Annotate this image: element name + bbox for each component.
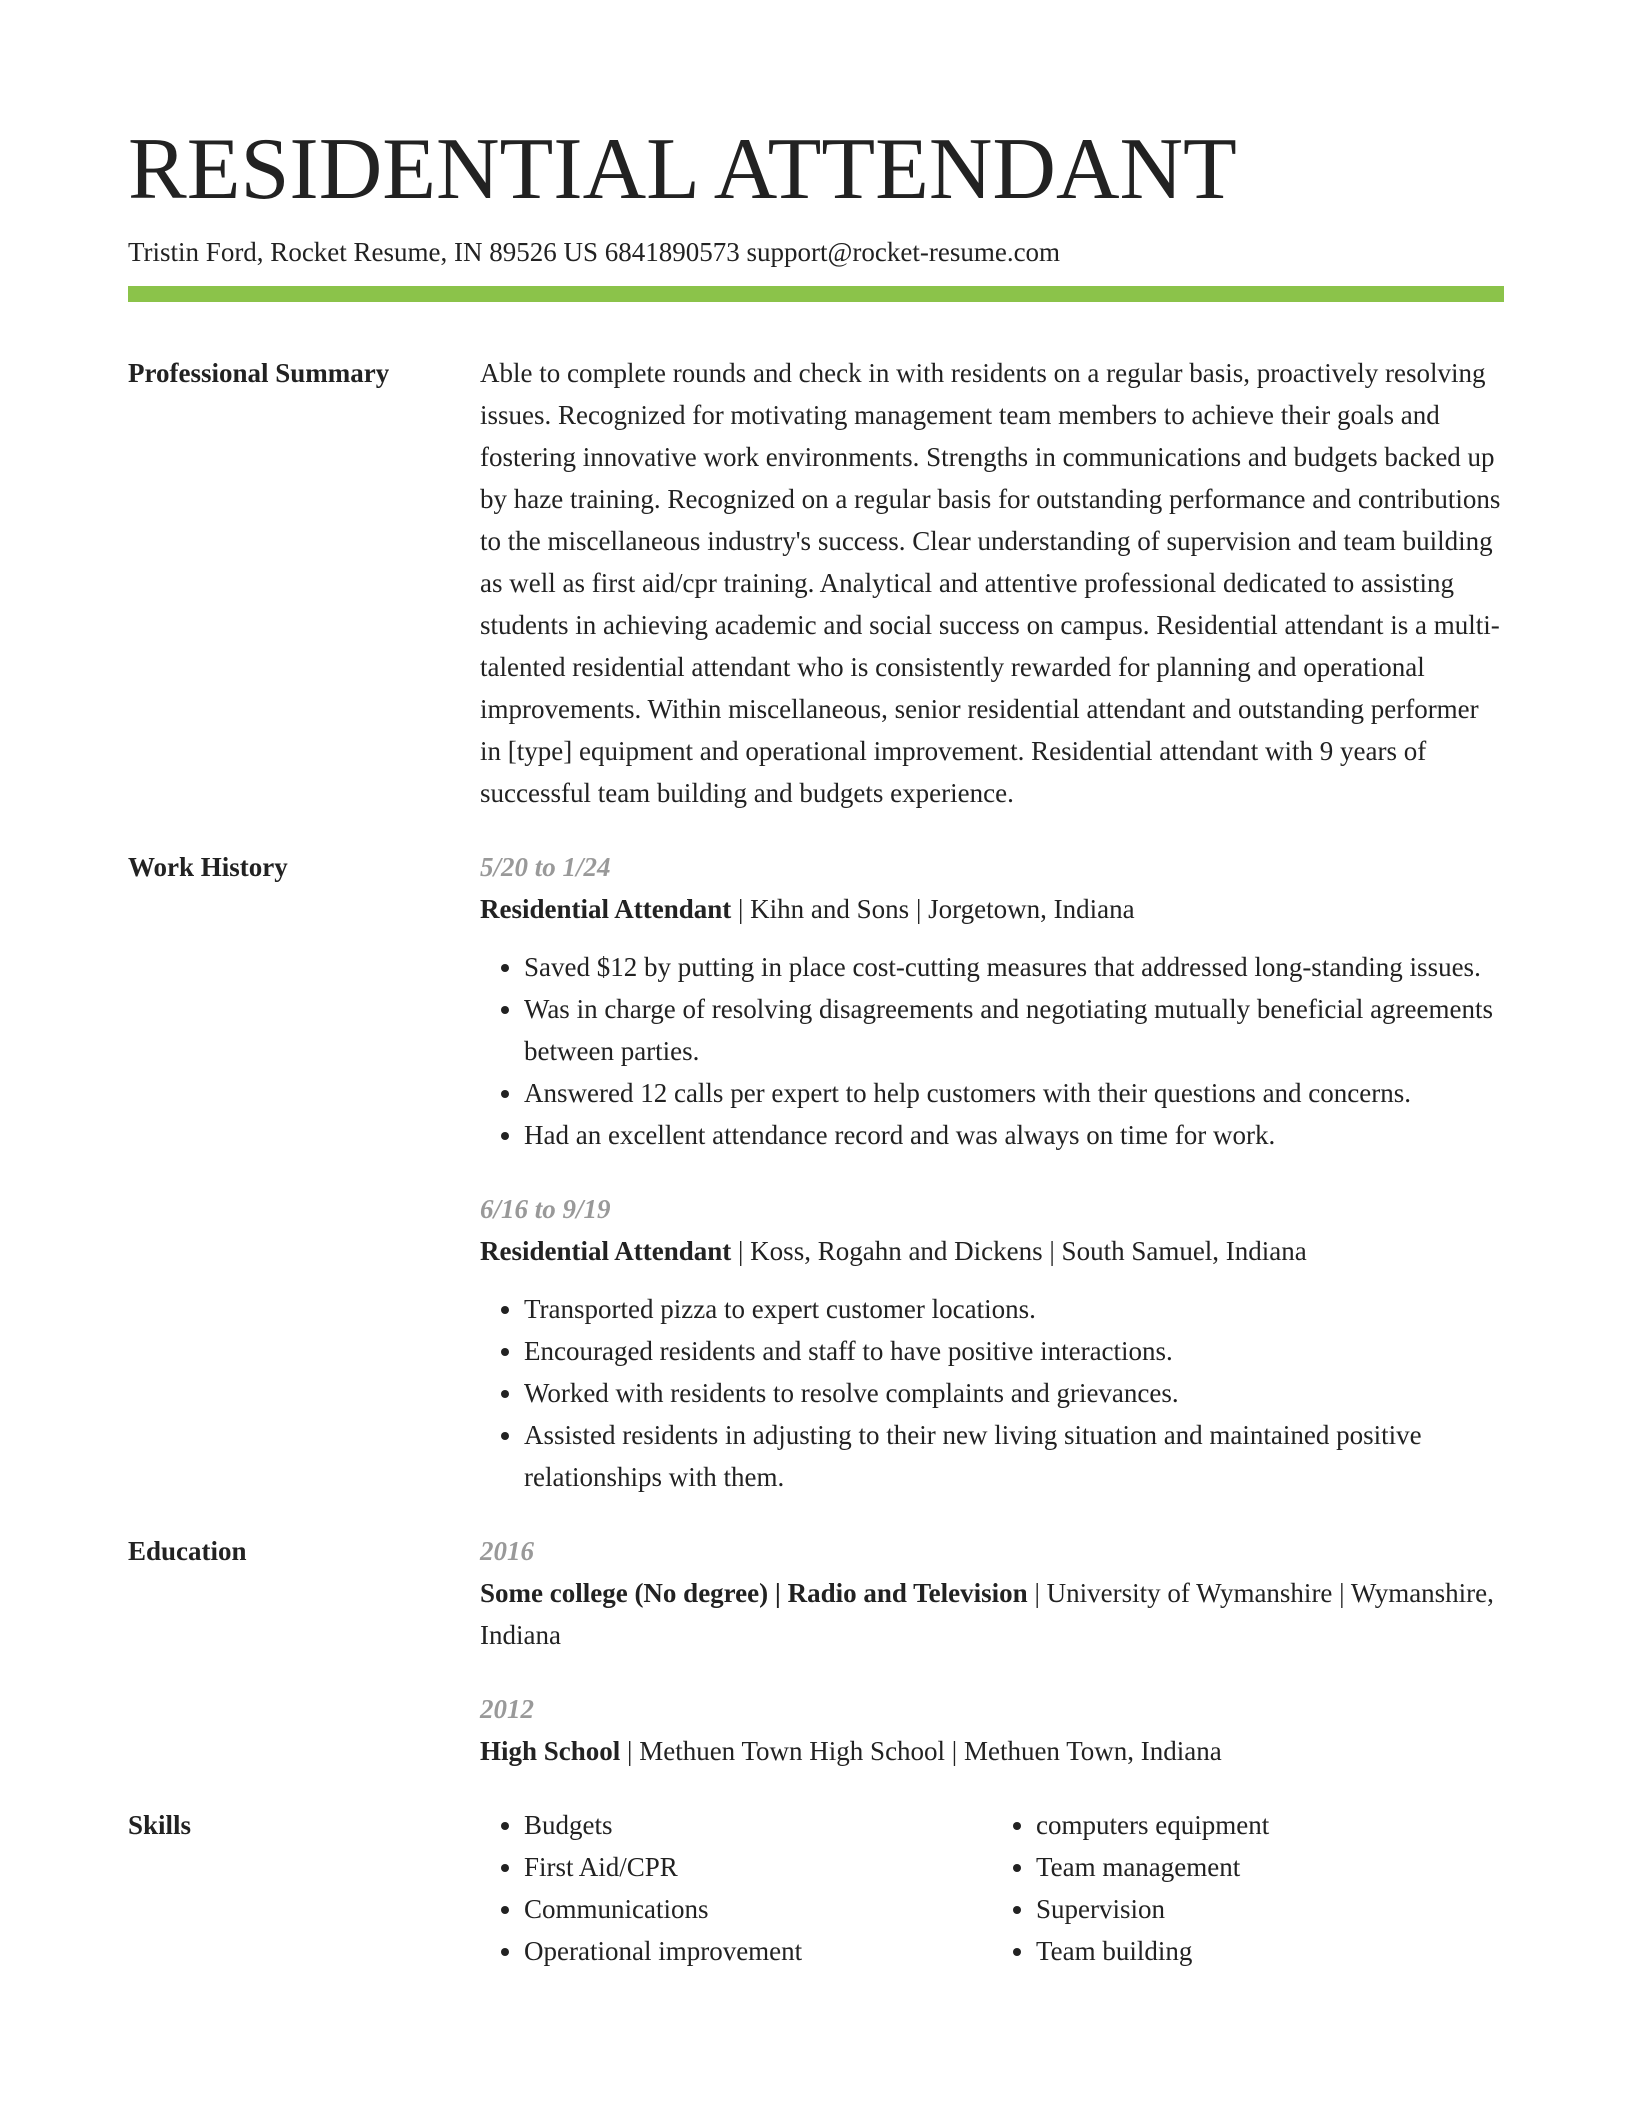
skill-item: • Team management — [1036, 1846, 1504, 1888]
education-section — [128, 1530, 1504, 1772]
job-bullets — [480, 1288, 1504, 1498]
skill-item: • Team building — [1036, 1930, 1504, 1972]
job-bullet: • Worked with residents to resolve complaints and grievances. — [524, 1372, 1504, 1414]
job-title: Residential Attendant — [480, 894, 732, 924]
summary-text: Able to complete rounds and check in with residents on a regular basis, proactively resolving issues. Recognized for motivating management team members to achieve their goals and fostering innovative work environments. Strengths in communications and budgets backed up by haze training. Recognized on a regular basis for outstanding performance and contributions to the miscellaneous industry's success. Clear understanding of supervision and team building as well as first aid/cpr training. Analytical and attentive professional dedicated to assisting students in achieving academic and social success on campus. Residential attendant is a multi-talented residential attendant who is consistently rewarded for planning and operational improvements. Within miscellaneous, senior residential attendant and outstanding performer in [type] equipment and operational improvement. Residential attendant with 9 years of successful team building and budgets experience. — [480, 358, 1501, 808]
job-bullets — [480, 946, 1504, 1156]
job-bullet: • Had an excellent attendance record and was always on time for work. — [524, 1114, 1504, 1156]
skill-item: • First Aid/CPR — [524, 1846, 992, 1888]
job-entry — [480, 1188, 1504, 1498]
contact-phone: 6841890573 — [604, 237, 740, 267]
job-bullet: • Assisted residents in adjusting to their new living situation and maintained positive relationships with them. — [524, 1414, 1504, 1498]
skills-list-right — [992, 1804, 1504, 1972]
skill-item: • computers equipment — [1036, 1804, 1504, 1846]
summary-section — [128, 352, 1504, 814]
education-degree: Some college (No degree) | Radio and Television — [480, 1578, 1028, 1608]
skill-item: • Communications — [524, 1888, 992, 1930]
education-line — [480, 1572, 1504, 1656]
resume-title: RESIDENTIAL ATTENDANT — [128, 121, 1237, 218]
job-bullet: • Transported pizza to expert customer locations. — [524, 1288, 1504, 1330]
education-degree: High School — [480, 1736, 621, 1766]
job-line — [480, 1230, 1504, 1272]
summary-heading: Professional Summary — [128, 358, 390, 388]
job-dates: 6/16 to 9/19 — [480, 1194, 611, 1224]
contact-email: support@rocket-resume.com — [746, 237, 1061, 267]
education-year: 2016 — [480, 1536, 534, 1566]
skill-item: • Budgets — [524, 1804, 992, 1846]
education-details: | University of Wymanshire | Wymanshire, Indiana — [480, 1578, 1494, 1650]
skills-list-left — [480, 1804, 992, 1972]
education-entry — [480, 1530, 1504, 1656]
skills-heading: Skills — [128, 1810, 192, 1840]
contact-line — [128, 234, 1504, 270]
education-entry — [480, 1688, 1504, 1772]
education-details: | Methuen Town High School | Methuen Town, Indiana — [620, 1736, 1222, 1766]
education-heading: Education — [128, 1536, 247, 1566]
job-bullet: • Saved $12 by putting in place cost-cutting measures that addressed long-standing issues. — [524, 946, 1504, 988]
education-line — [480, 1730, 1504, 1772]
job-dates: 5/20 to 1/24 — [480, 852, 611, 882]
job-details: | Koss, Rogahn and Dickens | South Samuel, Indiana — [731, 1236, 1307, 1266]
job-line — [480, 888, 1504, 930]
job-bullet: • Encouraged residents and staff to have positive interactions. — [524, 1330, 1504, 1372]
resume-page — [128, 118, 1504, 1972]
header-divider — [128, 286, 1504, 302]
work-history-heading: Work History — [128, 852, 288, 882]
skills-section — [128, 1804, 1504, 1972]
education-year: 2012 — [480, 1694, 534, 1724]
skill-item: • Operational improvement — [524, 1930, 992, 1972]
skills-columns — [480, 1804, 1504, 1972]
skill-item: • Supervision — [1036, 1888, 1504, 1930]
job-entry — [480, 846, 1504, 1156]
job-details: | Kihn and Sons | Jorgetown, Indiana — [731, 894, 1135, 924]
work-history-section — [128, 846, 1504, 1498]
job-bullet: • Answered 12 calls per expert to help customers with their questions and concerns. — [524, 1072, 1504, 1114]
job-title: Residential Attendant — [480, 1236, 732, 1266]
job-bullet: • Was in charge of resolving disagreements and negotiating mutually beneficial agreements between parties. — [524, 988, 1504, 1072]
contact-name-location: Tristin Ford, Rocket Resume, IN 89526 US — [128, 237, 599, 267]
